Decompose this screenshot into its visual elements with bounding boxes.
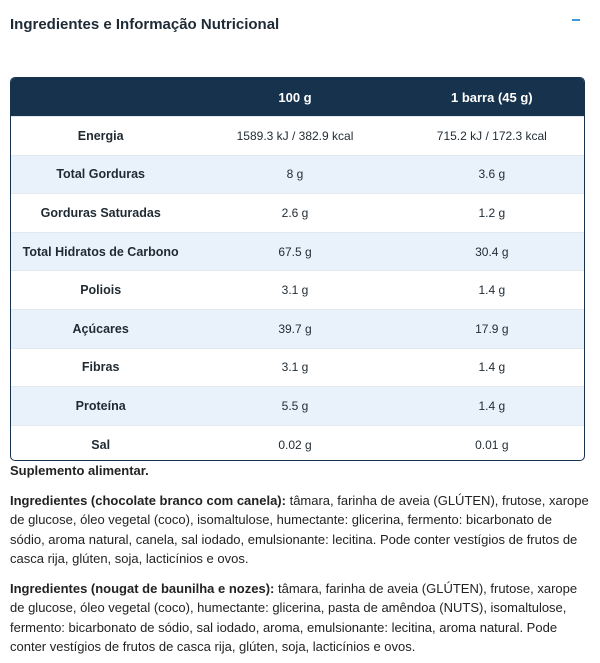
minus-icon[interactable] [566,10,586,30]
table-header-row [11,78,584,116]
value-per-100g: 39.7 g [278,321,312,336]
nutrient-name: Gorduras Saturadas [40,205,161,220]
value-per-bar: 1.4 g [478,360,506,375]
ingredients-label-2: Ingredientes (nougat de baunilha e nozes): [10,580,275,596]
value-per-100g: 0.02 g [278,437,312,452]
header-cell-per-bar: 1 barra (45 g) [450,89,533,105]
value-per-100g: 5.5 g [281,398,309,413]
nutrient-name: Poliois [80,283,122,298]
value-per-100g: 3.1 g [281,283,309,298]
value-per-bar: 30.4 g [475,244,509,259]
section-header[interactable] [0,0,600,52]
nutrient-name: Total Hidratos de Carbono [22,244,179,259]
ingredients-text-1: tâmara, farinha de aveia (GLÚTEN), frutose, xarope de glucose, óleo vegetal (coco), isomaltulose, humectante: glicerina, fermento: bicarbonato de sódio, aroma natural, canela, sal iodado, emulsionante: lecitina. Pode conter vestígios de frutos de casca rija, glúten, soja, lacticínios e ovos. [10,492,589,566]
nutrient-name: Proteína [75,398,126,413]
table-row [11,425,584,461]
product-notes [10,461,590,657]
value-per-100g: 1589.3 kJ / 382.9 kcal [236,128,354,143]
ingredients-paragraph-1 [10,491,590,569]
table-row [11,270,584,309]
ingredients-label-1: Ingredientes (chocolate branco com canela): [10,492,286,508]
value-per-bar: 1.4 g [478,283,506,298]
value-per-bar: 1.2 g [478,205,506,220]
supplement-note: Suplemento alimentar. [10,463,149,478]
value-per-100g: 8 g [286,167,304,182]
nutrient-name: Total Gorduras [56,167,146,182]
section-title: Ingredientes e Informação Nutricional [10,16,280,33]
nutrient-name: Sal [91,437,111,452]
value-per-bar: 715.2 kJ / 172.3 kcal [436,128,547,143]
table-row [11,309,584,348]
value-per-100g: 67.5 g [278,244,312,259]
nutrition-table [10,77,585,461]
ingredients-paragraph-2 [10,579,590,657]
minus-icon-dash [572,19,580,21]
table-row [11,386,584,425]
table-row [11,193,584,232]
ingredients-text-2: tâmara, farinha de aveia (GLÚTEN), frutose, xarope de glucose, óleo vegetal (coco), humectante: glicerina, pasta de amêndoa (NUTS), isomaltulose, fermento: bicarbonato de sódio, sal iodado, aroma, emulsionante: lecitina, aroma natural. Pode conter vestígios de frutos de casca rija, glúten, soja, lacticínios e ovos. [10,580,578,654]
value-per-100g: 2.6 g [281,205,309,220]
nutrient-name: Fibras [81,360,120,375]
header-cell-per-100g: 100 g [278,89,312,105]
value-per-100g: 3.1 g [281,360,309,375]
nutrient-name: Energia [77,128,124,143]
value-per-bar: 0.01 g [475,437,509,452]
table-row [11,116,584,155]
value-per-bar: 17.9 g [475,321,509,336]
table-row [11,155,584,194]
value-per-bar: 1.4 g [478,398,506,413]
nutrient-name: Açúcares [72,321,129,336]
table-row [11,232,584,271]
value-per-bar: 3.6 g [478,167,506,182]
table-row [11,348,584,387]
